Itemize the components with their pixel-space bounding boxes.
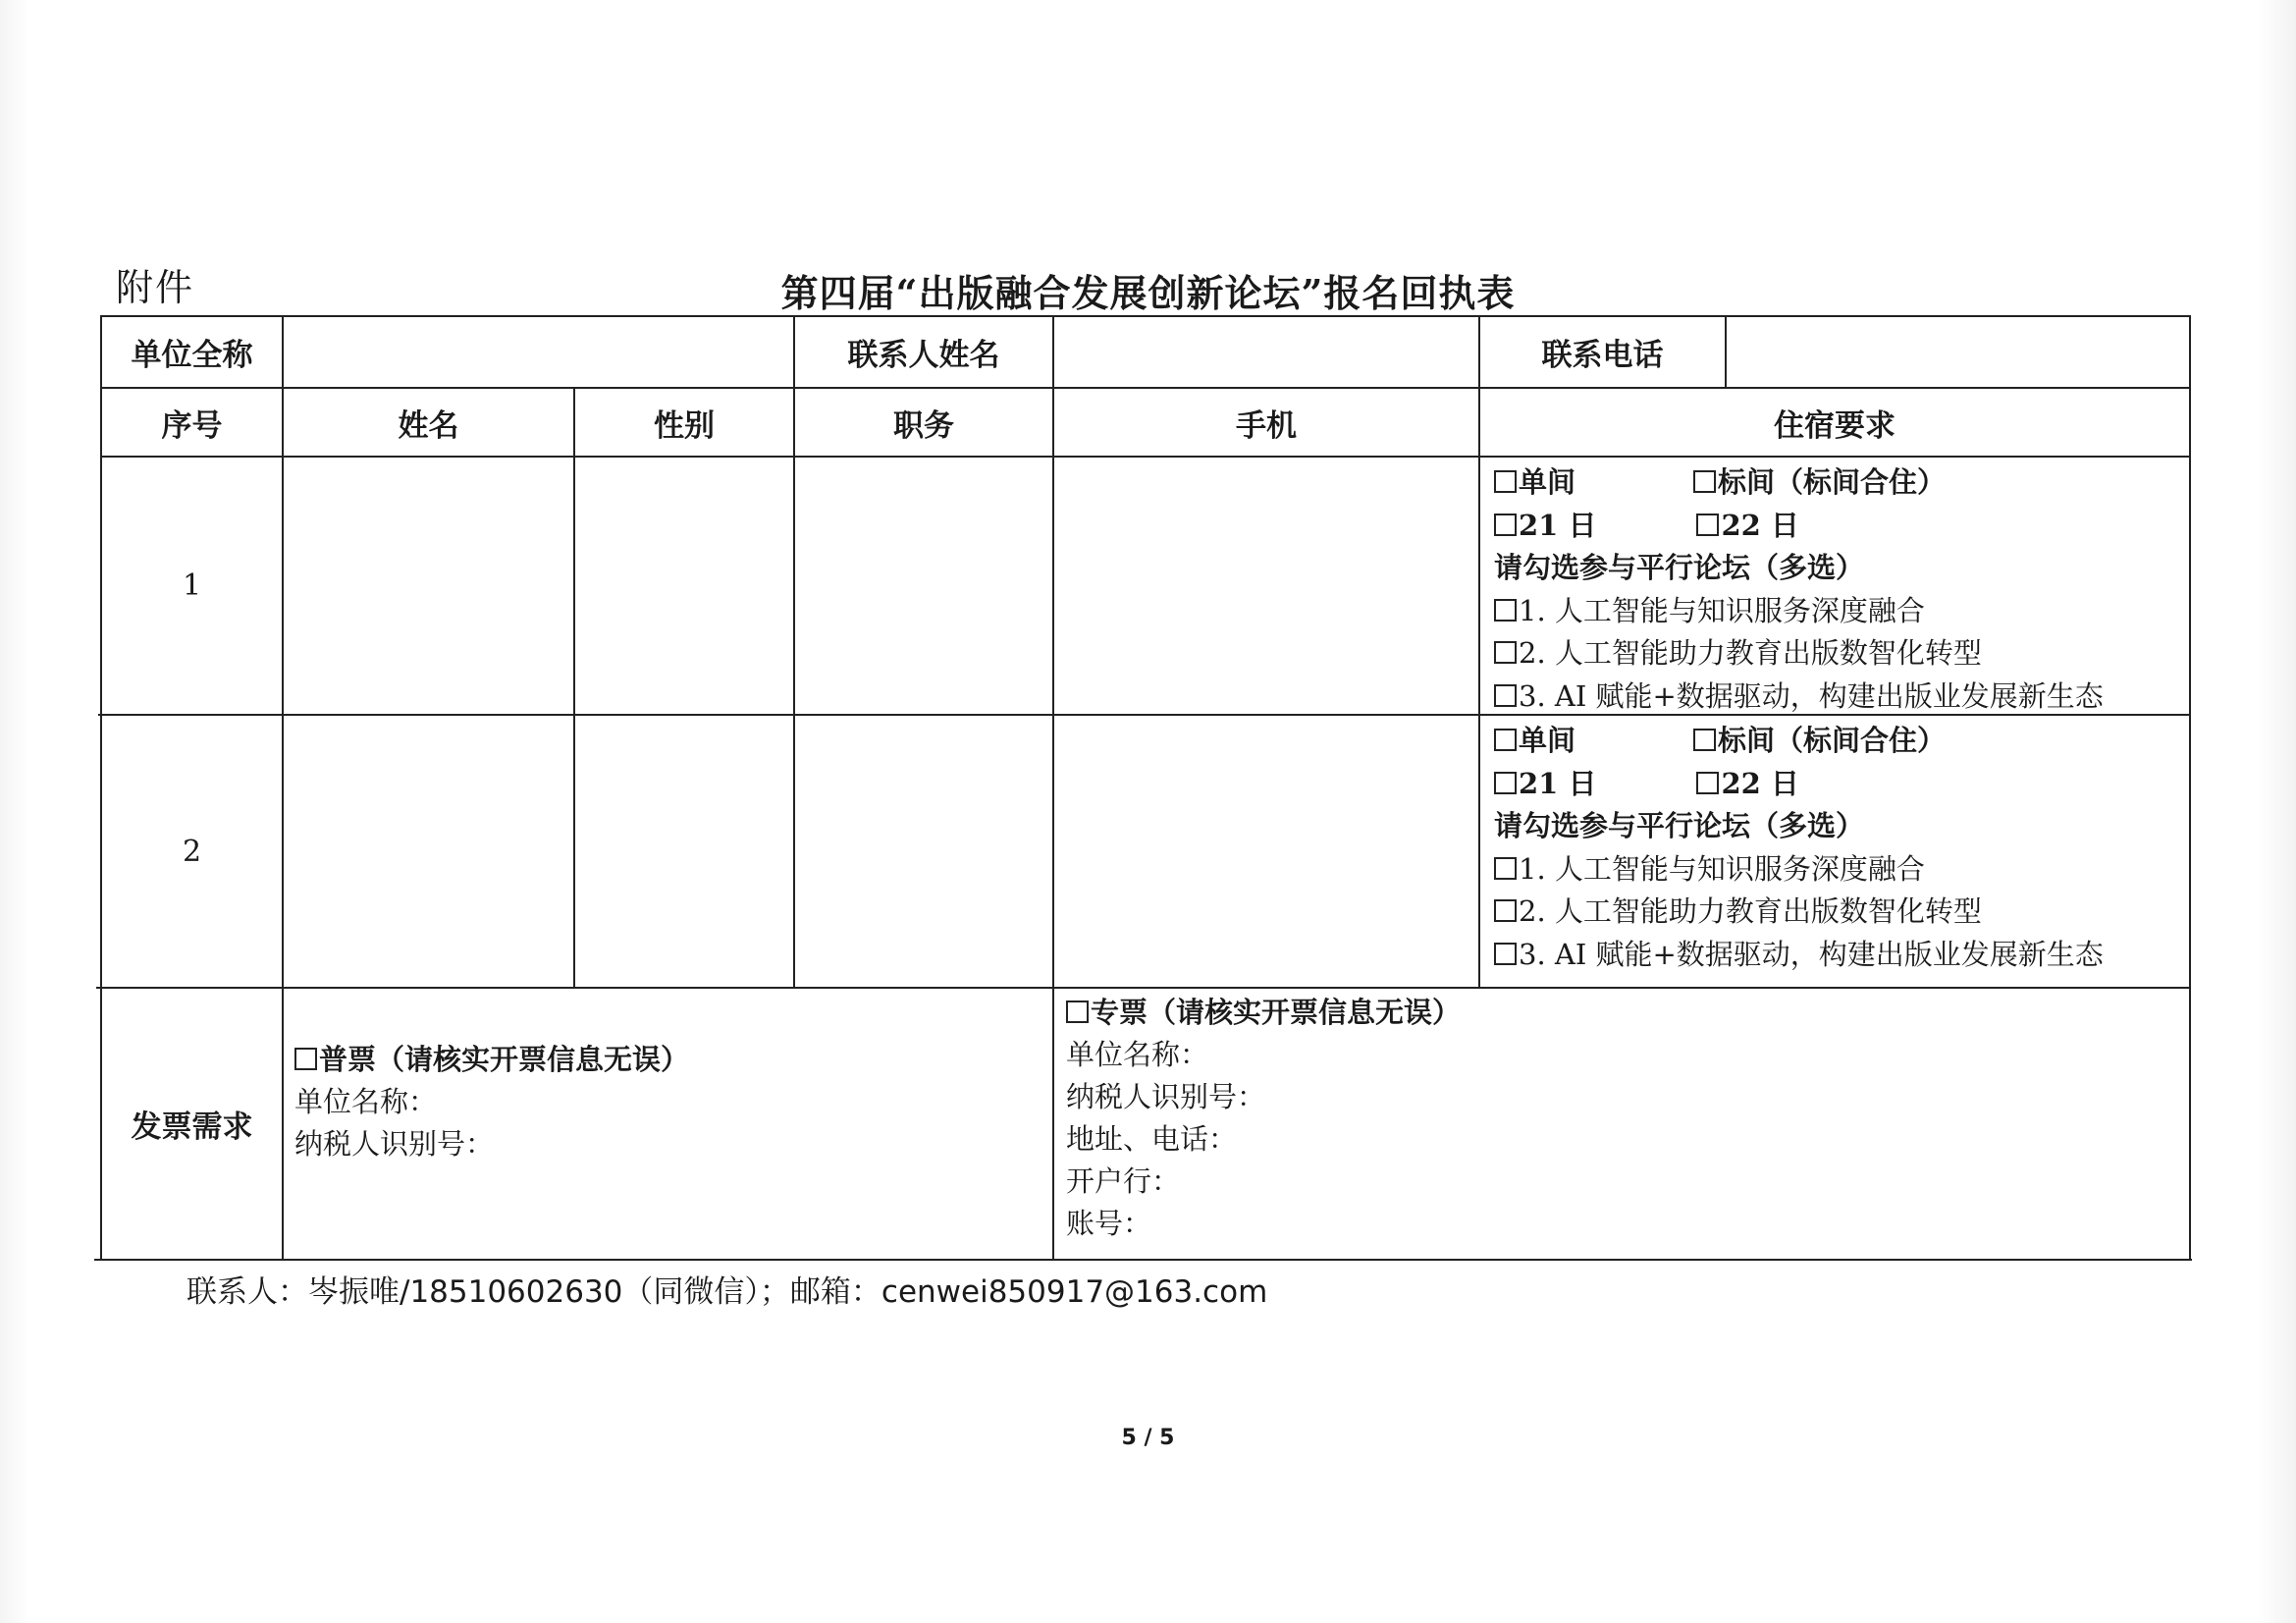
forum-3-label: 3. AI 赋能+数据驱动，构建出版业发展新生态 bbox=[1519, 678, 2104, 713]
room-type-options bbox=[1494, 461, 2181, 505]
col-header-position: 职务 bbox=[893, 407, 954, 444]
room-twin-label: 标间（标间合住） bbox=[1718, 465, 1947, 499]
day-21-checkbox[interactable] bbox=[1494, 772, 1517, 794]
attendee-2-accommodation bbox=[1494, 720, 2181, 976]
day-22-checkbox[interactable] bbox=[1696, 514, 1719, 536]
attendee-2-name-field[interactable] bbox=[284, 716, 573, 987]
attendee-1-mobile-field[interactable] bbox=[1054, 458, 1478, 714]
day-22-label: 22 日 bbox=[1721, 508, 1799, 542]
forum-2-checkbox[interactable] bbox=[1494, 641, 1517, 664]
form-title-text: 第四届“出版融合发展创新论坛”报名回执表 bbox=[780, 271, 1516, 315]
forum-1-label: 1. 人工智能与知识服务深度融合 bbox=[1519, 593, 1925, 627]
attendee-1-position-field[interactable] bbox=[795, 458, 1052, 714]
room-type-options bbox=[1494, 720, 2181, 763]
forum-2-label: 2. 人工智能助力教育出版数智化转型 bbox=[1519, 894, 1982, 928]
invoice-special bbox=[1066, 992, 1461, 1245]
room-twin-checkbox[interactable] bbox=[1693, 470, 1716, 493]
forum-3-checkbox[interactable] bbox=[1494, 684, 1517, 707]
room-single-label: 单间 bbox=[1519, 724, 1576, 757]
page-number: 5 / 5 bbox=[1121, 1426, 1175, 1450]
attendee-2-position-field[interactable] bbox=[795, 716, 1052, 987]
forum-1-checkbox[interactable] bbox=[1494, 599, 1517, 622]
room-twin-checkbox[interactable] bbox=[1693, 729, 1716, 751]
contact-name-label: 联系人姓名 bbox=[847, 338, 1000, 373]
invoice-label: 发票需求 bbox=[131, 1109, 253, 1145]
day-21-checkbox[interactable] bbox=[1494, 514, 1517, 536]
invoice-special-bank: 开户行： bbox=[1066, 1164, 1181, 1198]
forum-option-1 bbox=[1494, 590, 2181, 633]
invoice-general-tax-id: 纳税人识别号： bbox=[294, 1127, 495, 1161]
day-21-label: 21 日 bbox=[1519, 766, 1597, 800]
invoice-special-org-name: 单位名称： bbox=[1066, 1038, 1209, 1071]
org-name-field[interactable] bbox=[284, 317, 793, 387]
col-header-no: 序号 bbox=[161, 407, 223, 444]
invoice-general-title-text: 普票（请核实开票信息无误） bbox=[319, 1043, 690, 1076]
col-header-mobile: 手机 bbox=[1236, 407, 1297, 444]
invoice-special-address-phone: 地址、电话： bbox=[1066, 1122, 1238, 1156]
col-header-accommodation: 住宿要求 bbox=[1774, 407, 1896, 444]
forum-prompt: 请勾选参与平行论坛（多选） bbox=[1494, 809, 1865, 842]
col-header-name: 姓名 bbox=[398, 407, 459, 444]
forum-1-checkbox[interactable] bbox=[1494, 857, 1517, 880]
table-rule bbox=[2189, 315, 2191, 1261]
day-22-checkbox[interactable] bbox=[1696, 772, 1719, 794]
day-21-label: 21 日 bbox=[1519, 508, 1597, 542]
invoice-special-checkbox[interactable] bbox=[1066, 1001, 1089, 1023]
table-rule bbox=[96, 987, 2191, 989]
table-rule bbox=[94, 1259, 2192, 1261]
forum-option-1 bbox=[1494, 848, 2181, 892]
invoice-special-account: 账号： bbox=[1066, 1207, 1152, 1240]
attendee-1-name-field[interactable] bbox=[284, 458, 573, 714]
stay-date-options bbox=[1494, 505, 2181, 548]
stay-date-options bbox=[1494, 763, 2181, 806]
annex-label: 附件 bbox=[116, 266, 195, 309]
forum-2-label: 2. 人工智能助力教育出版数智化转型 bbox=[1519, 636, 1982, 670]
attendee-1-gender-field[interactable] bbox=[575, 458, 793, 714]
col-header-gender: 性别 bbox=[654, 407, 715, 444]
invoice-special-title bbox=[1066, 992, 1461, 1034]
contact-phone-label: 联系电话 bbox=[1541, 338, 1664, 373]
forum-option-2 bbox=[1494, 891, 2181, 934]
invoice-special-tax-id: 纳税人识别号： bbox=[1066, 1080, 1266, 1113]
contact-phone-field[interactable] bbox=[1727, 317, 2189, 387]
attendee-1-accommodation bbox=[1494, 461, 2181, 718]
room-twin-label: 标间（标间合住） bbox=[1718, 724, 1947, 757]
forum-option-3 bbox=[1494, 934, 2181, 977]
day-22-label: 22 日 bbox=[1721, 766, 1799, 800]
room-single-checkbox[interactable] bbox=[1494, 729, 1517, 751]
invoice-general-title bbox=[294, 1039, 689, 1081]
forum-2-checkbox[interactable] bbox=[1494, 899, 1517, 922]
invoice-general-org-name: 单位名称： bbox=[294, 1085, 438, 1118]
invoice-special-title-text: 专票（请核实开票信息无误） bbox=[1091, 996, 1462, 1029]
forum-option-2 bbox=[1494, 632, 2181, 676]
attendee-2-mobile-field[interactable] bbox=[1054, 716, 1478, 987]
room-single-label: 单间 bbox=[1519, 465, 1576, 499]
forum-option-3 bbox=[1494, 676, 2181, 719]
contact-name-field[interactable] bbox=[1054, 317, 1478, 387]
forum-prompt: 请勾选参与平行论坛（多选） bbox=[1494, 551, 1865, 584]
org-name-label: 单位全称 bbox=[131, 338, 253, 373]
footer-contact: 联系人：岑振唯/18510602630（同微信）；邮箱：cenwei850917@163.com bbox=[187, 1274, 1268, 1310]
attendee-2-gender-field[interactable] bbox=[575, 716, 793, 987]
forum-3-checkbox[interactable] bbox=[1494, 943, 1517, 965]
forum-3-label: 3. AI 赋能+数据驱动，构建出版业发展新生态 bbox=[1519, 937, 2104, 971]
invoice-general bbox=[294, 1039, 689, 1165]
forum-1-label: 1. 人工智能与知识服务深度融合 bbox=[1519, 851, 1925, 886]
invoice-general-checkbox[interactable] bbox=[294, 1048, 317, 1070]
attendee-2-no: 2 bbox=[182, 834, 202, 869]
attendee-1-no: 1 bbox=[182, 568, 202, 603]
room-single-checkbox[interactable] bbox=[1494, 470, 1517, 493]
